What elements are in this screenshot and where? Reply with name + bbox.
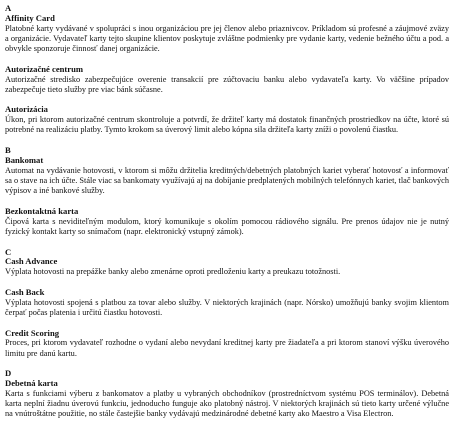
glossary-term: Cash Advance [5,256,58,267]
glossary-term: Autorizačné centrum [5,63,84,74]
glossary-term: Autorizácia [5,104,48,115]
glossary-definition: Platobné karty vydávané v spolupráci s inou organizáciou pre jej členov alebo priaznivcov. Príkladom sú profesné a záujmové zväzy a organizácie. Vydavateľ karty tejto skupine klientov poskytuje zvláštne podmienky pre vydanie karty, vedenie bežného účtu a pod. a obvykle sponzoruje činnosť danej organizácie. [5,23,449,53]
glossary-entry [5,65,449,95]
section-letter: D [5,368,12,379]
section-letter: B [5,145,11,156]
glossary-term: Affinity Card [5,12,55,23]
glossary-term: Debetná karta [5,378,58,389]
glossary-definition: Autorizačné stredisko zabezpečujúce overenie transakcií pre zúčtovaciu banku alebo vydavateľa karty. Vo väčšine prípadov zabezpečuje tieto služby pre viac bánk súčasne. [5,74,449,94]
glossary-section-a [5,4,449,136]
glossary-entry [5,288,449,318]
glossary-definition: Výplata hotovosti na prepážke banky alebo zmenárne oproti predloženiu karty a preukazu totožnosti. [5,267,341,277]
glossary-entry [5,105,449,135]
glossary-document [5,4,449,430]
glossary-term: Credit Scoring [5,327,60,338]
glossary-entry [5,257,449,277]
glossary-term: Cash Back [5,286,45,297]
glossary-definition: Čipová karta s neviditeľným modulom, ktorý komunikuje s okolím pomocou rádiového signálu. Pre prenos údajov nie je nutný fyzický kontakt karty so snímačom (napr. elektronický vstupný zámok). [5,216,449,236]
section-letter: C [5,246,12,257]
glossary-entry [5,329,449,359]
glossary-definition: Úkon, pri ktorom autorizačné centrum skontroluje a potvrdí, že držiteľ karty má dostatok finančných prostriedkov na účte, ktoré sú potrebné na realizáciu platby. Tymto krokom sa úverový limit alebo kópna sila držiteľa karty zníži o povolenú čiastku. [5,115,449,135]
glossary-entry [5,379,449,419]
glossary-entry [5,14,449,54]
glossary-section-c [5,248,449,359]
glossary-definition: Výplata hotovosti spojená s platbou za tovar alebo služby. V niektorých krajinách (napr. Nórsko) umožňujú banky svojim klientom čerpať počas platenia i určitú čiastku hotovosti. [5,297,449,317]
glossary-definition: Automat na vydávanie hotovosti, v ktorom si môžu držitelia kreditných/debetných platobných kariet vyberať hotovosť a informovať sa o stave na ich účte. Stále viac sa bankomaty využívajú aj na dobíjanie predplatených mobilných telefónnych kariet, tlač bankových výpisov a iné bankové služby. [5,165,449,196]
section-letter: A [5,3,12,13]
glossary-definition: Proces, pri ktorom vydavateľ rozhodne o vydaní alebo nevydaní kreditnej karty pre žiadateľa a pri ktorom stanoví výšku úverového limitu pre danú kartu. [5,338,449,358]
glossary-term: Bankomat [5,154,44,165]
glossary-section-d [5,369,449,419]
glossary-entry [5,156,449,196]
glossary-section-b [5,146,449,237]
glossary-entry [5,207,449,237]
glossary-term: Bezkontaktná karta [5,205,79,216]
glossary-definition: Karta s funkciami výberu z bankomatov a platby u vybraných obchodníkov (prostredníctvom systému POS terminálov). Debetná karta neplní žiadnu úverovú funkciu, jednoducho funguje ako platobný nástroj. V niektorých krajinách sú tieto karty určené výlučne na vnútroštátne použitie, no stále častejšie banky vydávajú medzinárodné debetné karty ako Maestro a Visa Electron. [5,388,449,419]
